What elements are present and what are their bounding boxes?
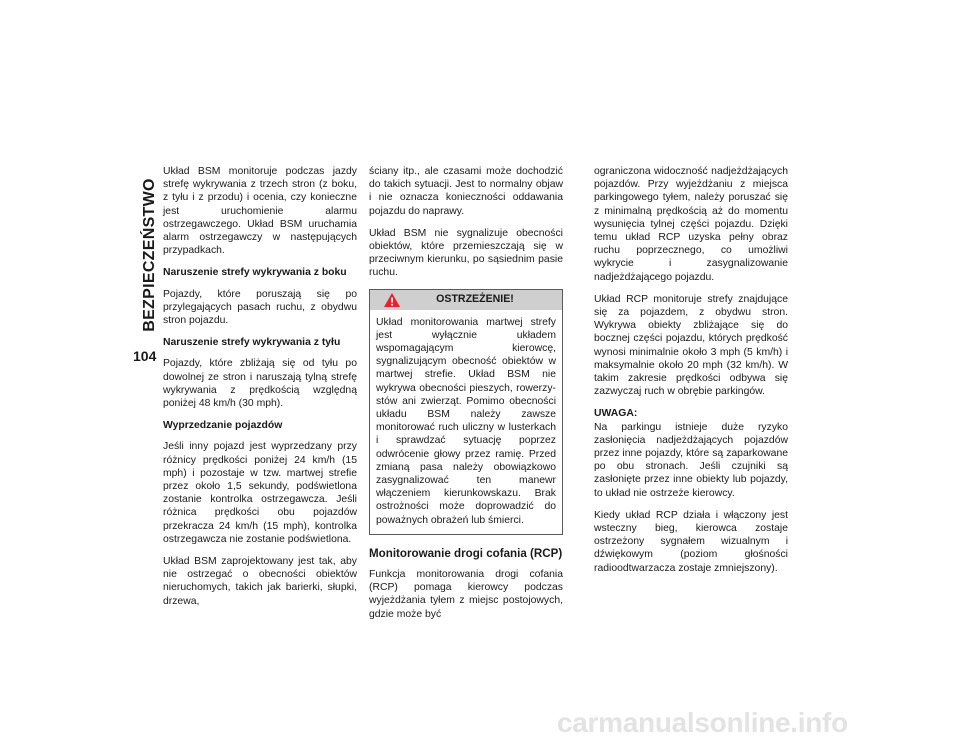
subheading: Wyprzedzanie pojazdów bbox=[163, 420, 283, 432]
section-side-title bbox=[139, 170, 161, 340]
warning-header bbox=[370, 290, 562, 310]
paragraph: Układ BSM monitoruje podczas jazdy strefę wykrywania z trzech stron (z boku, z tyłu i z przodu) i ocenia, czy konieczne jest uruchomienie alarmu ostrzegawczego. Układ BSM uruchamia alarm ostrzegawczy w następujących przypadkach. bbox=[163, 166, 357, 257]
subheading: Naruszenie strefy wykrywania z tyłu bbox=[163, 337, 341, 349]
paragraph: Układ BSM nie sygnalizuje obecności obiektów, które przemieszczają się w przeciwnym kierunku, po sąsiednim pasie ruchu. bbox=[369, 227, 563, 279]
note-label: UWAGA: bbox=[594, 408, 638, 420]
paragraph: ściany itp., ale czasami może dochodzić do takich sytuacji. Jest to normalny objaw i nie oznacza konieczności oddawania pojazdu do naprawy. bbox=[369, 166, 563, 217]
page-number: 104 bbox=[133, 348, 157, 364]
warning-title: OSTRZEŻENIE! bbox=[436, 293, 514, 306]
warning-triangle-icon bbox=[383, 292, 401, 308]
note-text: Na parkingu istnieje duże ryzyko zasłonięcia nadjeżdżających pojazdów przez inne pojazdy, które są zaparkowane po obu stronach. Jeśli czujniki są zasłonięte przez inne obiekty lub pojazdy, to układ nie ostrzeże kierowcy. bbox=[594, 421, 788, 499]
paragraph: Pojazdy, które poruszają się po przylegających pasach ruchu, z obydwu stron pojazdu. bbox=[163, 288, 357, 327]
paragraph: Kiedy układ RCP działa i włączony jest wsteczny bieg, kierowca zostaje ostrzeżony sygnałem wizualnym i dźwiękowym (poziom głośności radioodtwarzacza zostaje zmniejszony). bbox=[594, 509, 788, 574]
paragraph: Pojazdy, które zbliżają się od tyłu po dowolnej ze stron i naruszają tylną strefę wykrywania z prędkością względną poniżej 48 km/h (30 mph). bbox=[163, 358, 357, 410]
paragraph: Funkcja monitorowania drogi cofania (RCP) pomaga kierowcy podczas wyjeżdżania tyłem z miejsc postojowych, gdzie może być bbox=[369, 569, 563, 620]
paragraph: Jeśli inny pojazd jest wyprzedzany przy różnicy prędkości poniżej 24 km/h (15 mph) i pozostaje w tzw. martwej strefie przez około 1,5 sekundy, podświetlona zostanie kontrolka ostrzegawcza. Jeśli różnica prędkości obu pojazdów przekracza 24 km/h (15 mph), kontrolka ostrzegawcza nie zostanie podświetlona. bbox=[163, 441, 357, 545]
section-heading: Monitorowanie drogi cofania (RCP) bbox=[369, 546, 563, 560]
section-side-title-text: BEZPIECZEŃSTWO bbox=[141, 178, 158, 332]
column-left bbox=[163, 165, 357, 617]
note-paragraph bbox=[594, 407, 788, 499]
subheading: Naruszenie strefy wykrywania z boku bbox=[163, 267, 347, 279]
paragraph: Układ BSM zaprojektowany jest tak, aby nie ostrzegać o obecności obiektów nieruchomych, takich jak barierki, słupki, drzewa, bbox=[163, 556, 357, 607]
warning-box bbox=[369, 289, 563, 535]
warning-body: Układ monitorowania martwej strefy jest wyłącznie układem wspomagającym kierowcę, sygnalizującym obecność obiektów w martwej strefie. Układ BSM nie wykrywa obecności pieszych, rowerzystów ani zwierząt. Pomimo obecności układu BSM należy zawsze monitorować ruch uliczny w lusterkach i sprawdzać sytuację poprzez odwrócenie głowy przez ramię. Przed zmianą pasa należy obowiązkowo zasygnalizować ten manewr włączeniem kierunkowskazu. Brak ostrożności może doprowadzić do poważnych obrażeń lub śmierci. bbox=[376, 316, 556, 526]
paragraph: ograniczona widoczność nadjeżdżających pojazdów. Przy wyjeżdżaniu z miejsca parkingowego tyłem, należy poruszać się z minimalną prędkością aż do momentu wysunięcia tylnej części pojazdu. Dzięki temu układ RCP uzyska pełny obraz ruchu poprzecznego, co umożliwi wykrycie i zasygnalizowanie nadjeżdżającego pojazdu. bbox=[594, 166, 788, 283]
column-middle bbox=[369, 165, 563, 630]
footer-watermark: carmanualsonline.info bbox=[557, 707, 848, 738]
paragraph: Układ RCP monitoruje strefy znajdujące się za pojazdem, z obydwu stron. Wykrywa obiekty zbliżające się do bocznej części pojazdu, których prędkość wynosi minimalnie około 3 mph (5 km/h) i maksymalnie około 20 mph (32 km/h). W takim zakresie prędkości odbywa się zazwyczaj ruch w obrębie parkingów. bbox=[594, 293, 788, 398]
column-right bbox=[594, 165, 788, 584]
